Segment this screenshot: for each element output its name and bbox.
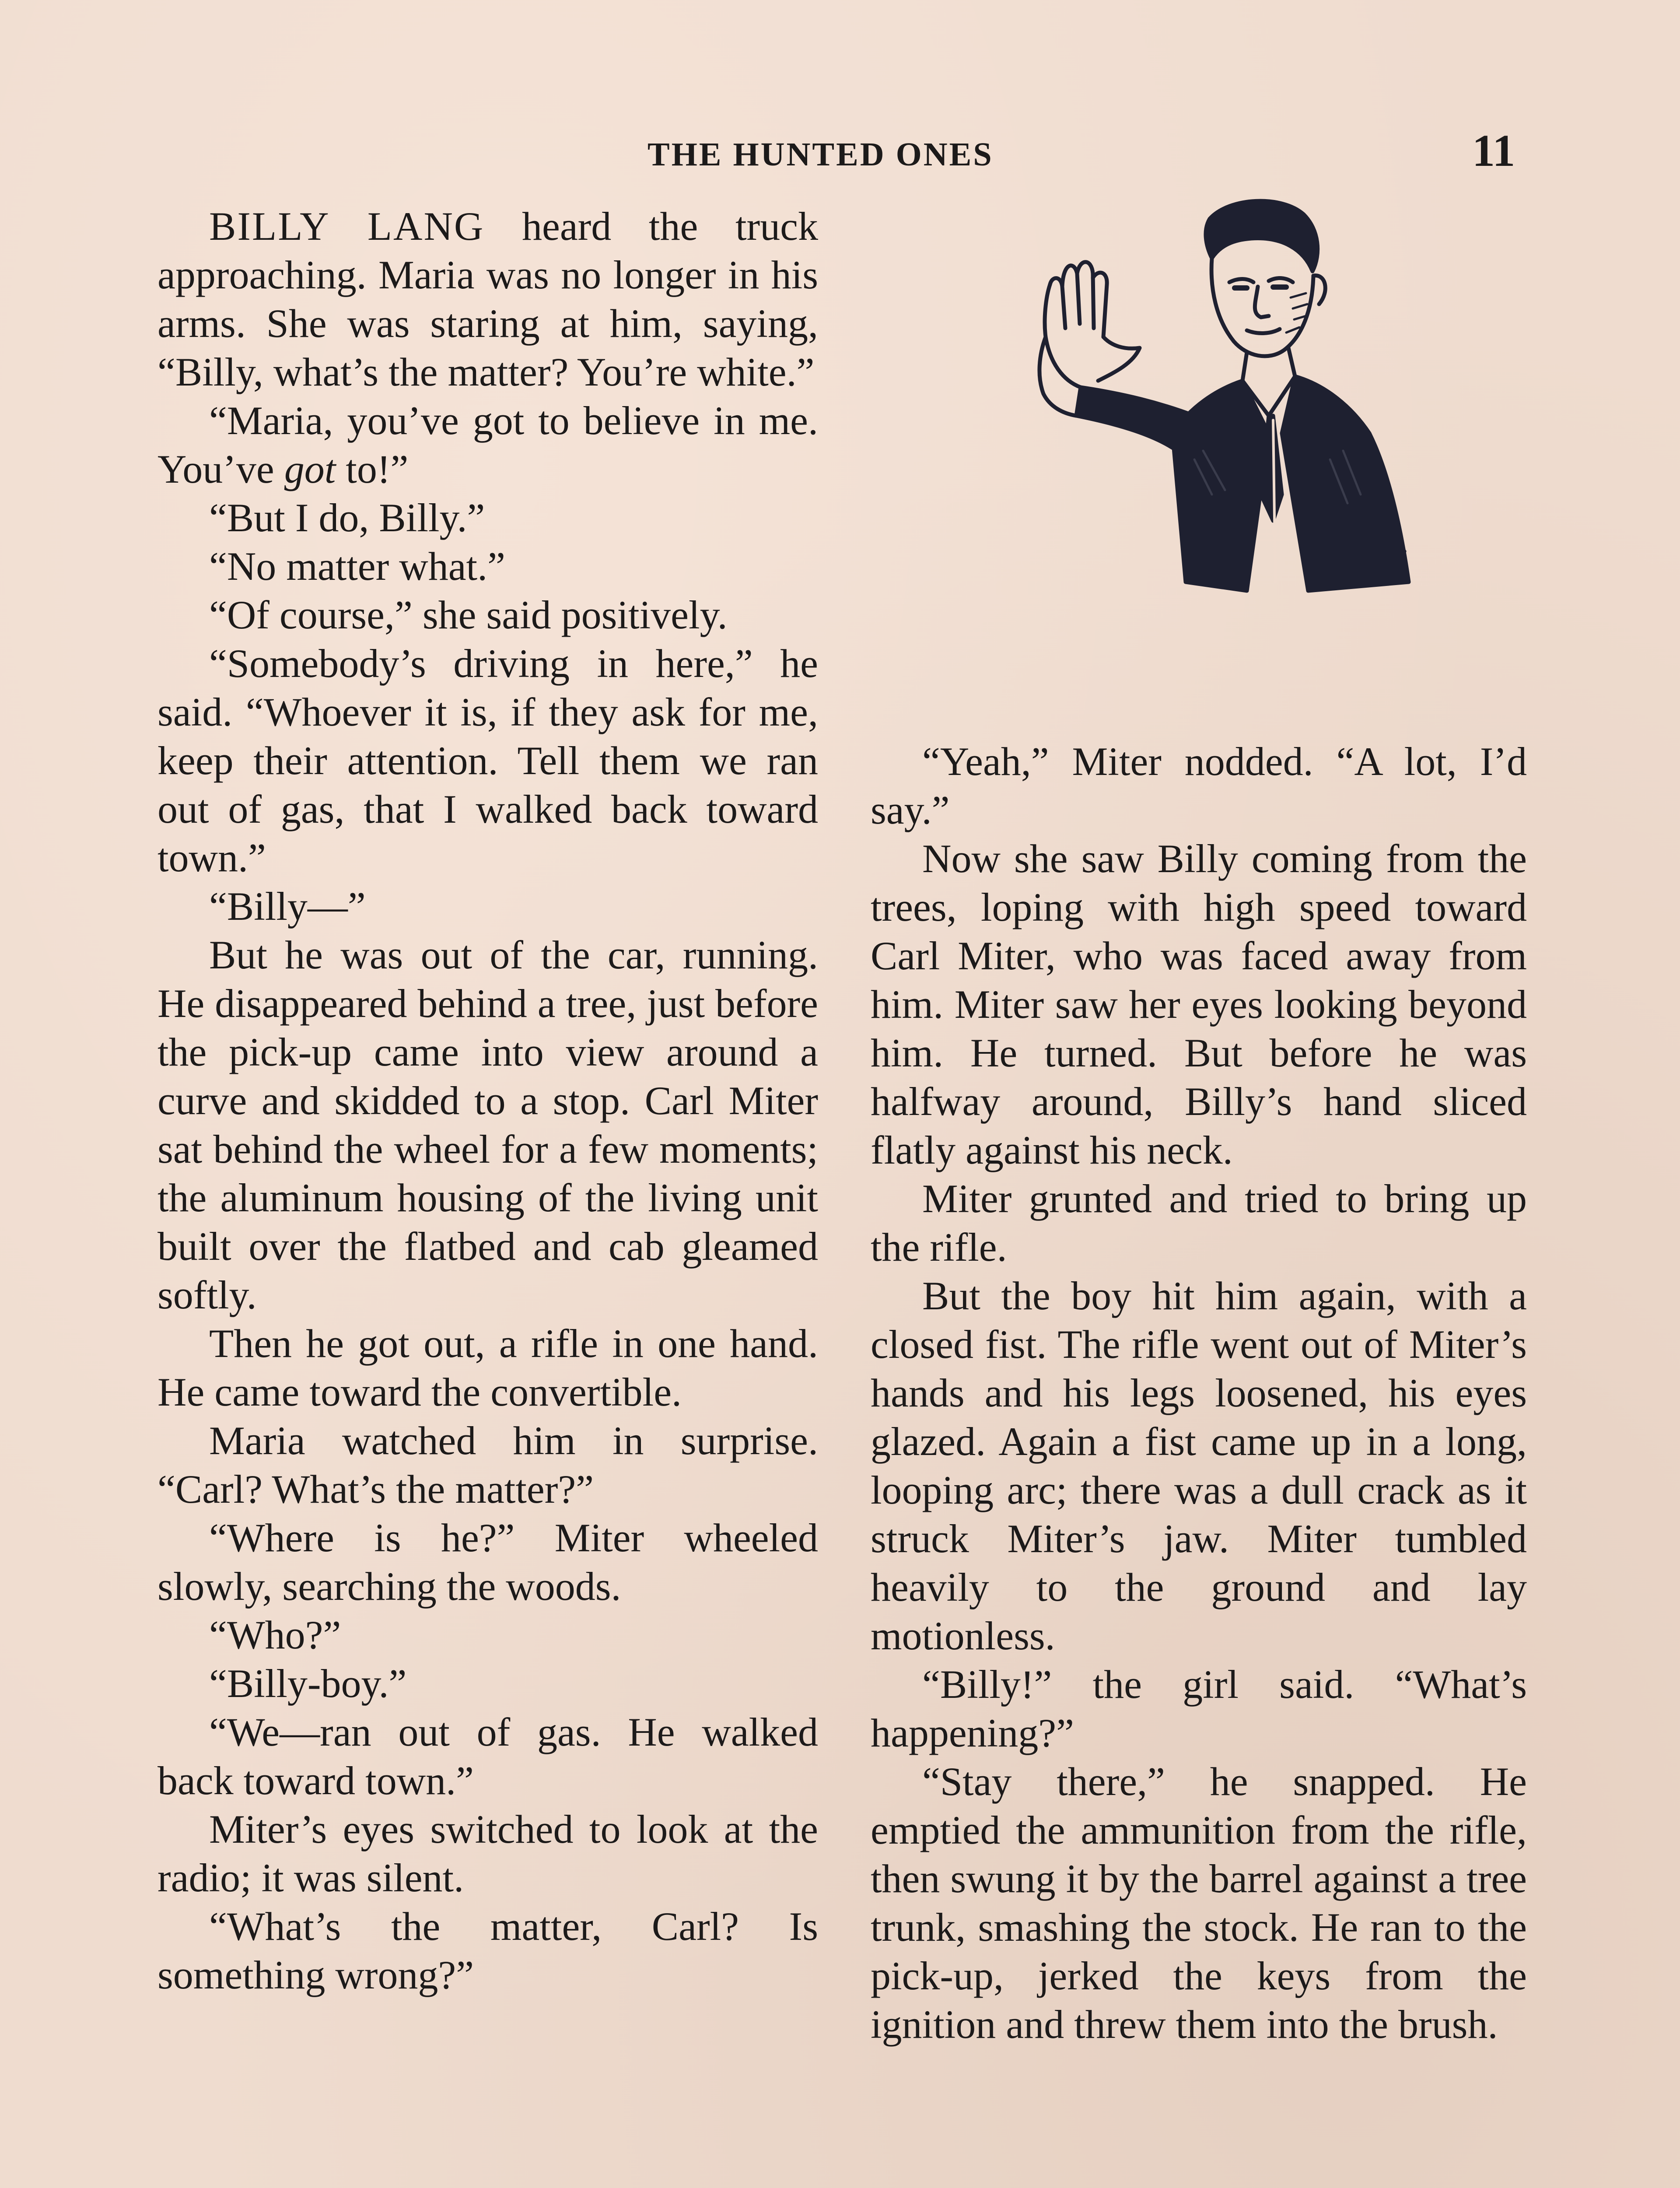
man-raising-hand-illustration (967, 188, 1426, 626)
paragraph: “Billy-boy.” (209, 1661, 407, 1706)
paragraph: “Somebody’s driving in here,” he said. “Whoever it is, if they ask for me, keep their attention. Tell them we ran out of gas, that I walked back toward town.” (158, 641, 818, 880)
paragraph-text: “Maria, you’ve got to believe in me. You’ve (158, 398, 818, 491)
paragraph (158, 396, 818, 494)
paragraph: Miter’s eyes switched to look at the radio; it was silent. (158, 1807, 818, 1900)
paragraph: Then he got out, a rifle in one hand. He came toward the convertible. (158, 1321, 818, 1414)
paragraph: “Stay there,” he snapped. He emptied the ammunition from the rifle, then swung it by the barrel against a tree trunk, smashing the stock. He ran to the pick-up, jerked the keys from the ignition and threw them into the brush. (871, 1759, 1527, 2047)
right-text-column (871, 737, 1527, 2049)
paragraph: But the boy hit him again, with a closed fist. The rifle went out of Miter’s hands and his legs loosened, his eyes glazed. Again a fist came up in a long, looping arc; there was a dull crack as it struck Miter’s jaw. Miter tumbled heavily to the ground and lay motionless. (871, 1273, 1527, 1658)
paragraph: Maria watched him in surprise. “Carl? What’s the matter?” (158, 1418, 818, 1511)
paragraph-text: heard the truck approaching. Maria was no longer in his arms. She was staring at him, saying, “Billy, what’s the matter? You’re white.” (158, 204, 818, 394)
paragraph: “We—ran out of gas. He walked back toward town.” (158, 1710, 818, 1803)
paragraph (158, 202, 818, 396)
paragraph-text: to!” (336, 447, 409, 491)
left-text-column (158, 202, 818, 1999)
paragraph: Miter grunted and tried to bring up the rifle. (871, 1176, 1527, 1269)
paragraph: “Of course,” she said positively. (209, 593, 728, 637)
chapter-lead-smallcaps: BILLY LANG (209, 204, 485, 249)
paragraph: Now she saw Billy coming from the trees, loping with high speed toward Carl Miter, who was faced away from him. Miter saw her eyes looking beyond him. He turned. But before he was halfway around, Billy’s hand sliced flatly against his neck. (871, 836, 1527, 1172)
paragraph: “But I do, Billy.” (209, 495, 485, 540)
paragraph: “What’s the matter, Carl? Is something wrong?” (158, 1904, 818, 1997)
running-head-title: THE HUNTED ONES (648, 136, 994, 173)
paragraph: “Yeah,” Miter nodded. “A lot, I’d say.” (871, 739, 1527, 832)
paragraph: “Where is he?” Miter wheeled slowly, searching the woods. (158, 1515, 818, 1609)
paragraph: But he was out of the car, running. He disappeared behind a tree, just before the pick-up came into view around a curve and skidded to a stop. Carl Miter sat behind the wheel for a few moments; the aluminum housing of the living unit built over the flatbed and cab gleamed softly. (158, 933, 818, 1317)
paragraph: “Billy!” the girl said. “What’s happening?” (871, 1662, 1527, 1755)
paragraph: “No matter what.” (209, 544, 505, 589)
page-number: 11 (1472, 126, 1516, 176)
emphasis-text: got (284, 447, 336, 491)
paragraph: “Who?” (209, 1613, 341, 1657)
paragraph: “Billy—” (209, 884, 366, 929)
